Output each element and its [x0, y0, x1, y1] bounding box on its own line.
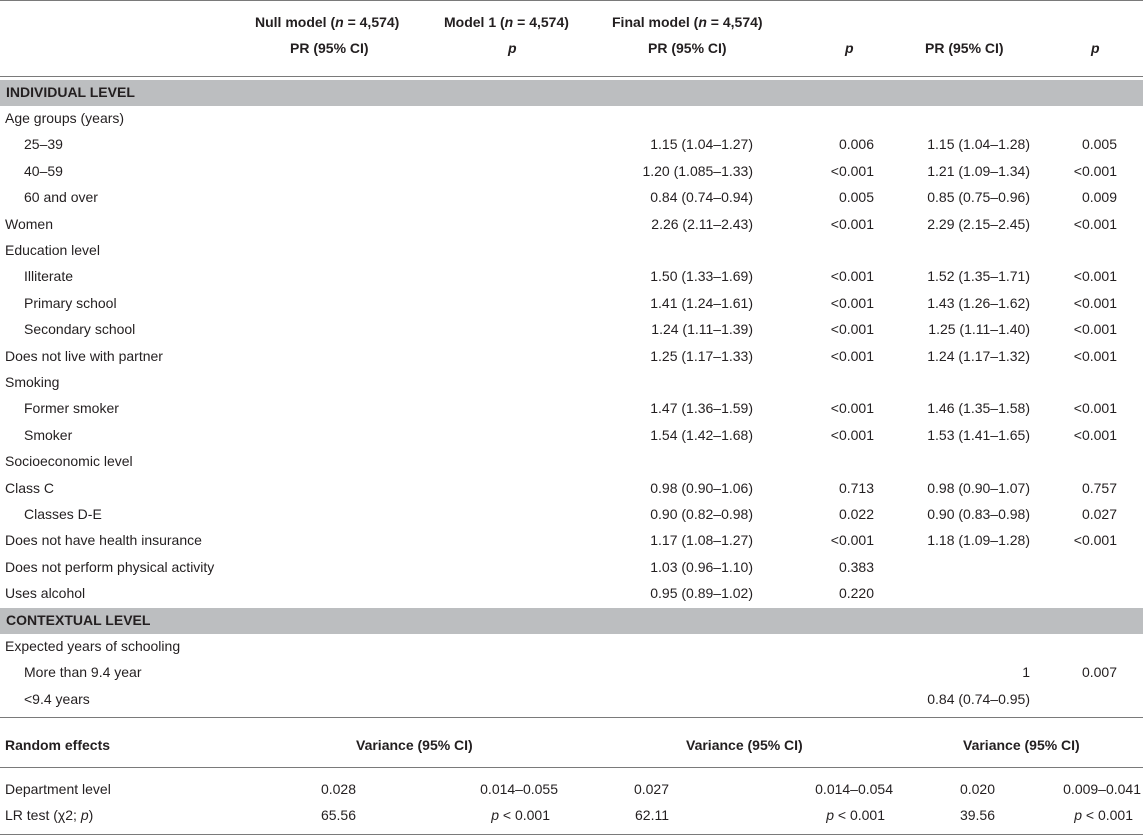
final-pr-ci: 1.18 (1.09–1.28)	[927, 532, 1030, 549]
final-p-value: 0.007	[1081, 664, 1117, 681]
model1-p-value: 0.220	[838, 585, 874, 602]
final-pr-ci: 0.98 (0.90–1.07)	[927, 479, 1030, 496]
final-pr-ci: 1	[1022, 664, 1030, 681]
lr-test-label: LR test (χ2; p)	[5, 807, 94, 823]
model1-p-value: <0.001	[830, 215, 874, 232]
lr-test-v2: 62.11	[635, 807, 669, 823]
model1-p-value: 0.005	[838, 189, 874, 206]
final-p-value: <0.001	[1073, 400, 1117, 417]
model1-p-value: 0.006	[838, 136, 874, 153]
model1-p-value: <0.001	[830, 532, 874, 549]
table-row	[0, 687, 1143, 713]
section-contextual-level	[0, 608, 1143, 634]
contextual-end-rule	[0, 717, 1143, 718]
final-pr-ci: 1.46 (1.35–1.58)	[927, 400, 1030, 417]
section-contextual-label: CONTEXTUAL LEVEL	[6, 612, 151, 628]
model1-p-value: <0.001	[830, 426, 874, 443]
row-label: Primary school	[24, 294, 117, 311]
final-p-value: 0.005	[1081, 136, 1117, 153]
table-row	[0, 555, 1143, 581]
model1-pr-ci: 1.24 (1.11–1.39)	[651, 321, 753, 338]
row-label: 40–59	[24, 162, 63, 179]
row-label: Former smoker	[24, 400, 119, 417]
department-v3: 0.020	[959, 781, 995, 797]
table-row	[0, 476, 1143, 502]
model1-p-value: <0.001	[830, 294, 874, 311]
lr-test-v3: 39.56	[959, 807, 995, 823]
header-p-2: p	[845, 40, 854, 56]
final-pr-ci: 1.43 (1.26–1.62)	[927, 294, 1030, 311]
row-label: Age groups (years)	[5, 110, 125, 126]
variance-header-3: Variance (95% CI)	[963, 737, 1080, 753]
model1-pr-ci: 1.15 (1.04–1.27)	[650, 136, 753, 153]
header-p-3: p	[1091, 40, 1100, 56]
model1-p-value: 0.022	[838, 506, 874, 522]
row-label: Expected years of schooling	[5, 638, 181, 654]
lr-test-p3: p < 0.001	[1074, 807, 1133, 823]
department-ci3: 0.009–0.041	[1063, 781, 1141, 797]
header-rule	[0, 76, 1143, 77]
row-label: More than 9.4 year	[24, 664, 142, 681]
final-p-value: 0.757	[1081, 479, 1117, 496]
row-label: Smoker	[24, 426, 73, 443]
department-v2: 0.027	[633, 781, 669, 797]
row-label: Illiterate	[24, 268, 74, 285]
header-pr-ci-2: PR (95% CI)	[648, 40, 727, 56]
final-pr-ci: 1.21 (1.09–1.34)	[927, 162, 1030, 179]
lr-test-v1: 65.56	[320, 807, 356, 823]
header-null-model: Null model (n = 4,574)	[255, 14, 400, 30]
random-effects-title: Random effects	[5, 737, 111, 753]
random-effects-rule	[0, 767, 1143, 768]
model1-pr-ci: 0.90 (0.82–0.98)	[650, 506, 753, 522]
variance-header-2: Variance (95% CI)	[686, 737, 803, 753]
model1-pr-ci: 2.26 (2.11–2.43)	[651, 215, 753, 232]
row-label: Does not live with partner	[5, 347, 163, 364]
table-row	[0, 212, 1143, 238]
model1-pr-ci: 1.47 (1.36–1.59)	[650, 400, 753, 417]
model1-pr-ci: 1.20 (1.085–1.33)	[642, 162, 753, 179]
final-pr-ci: 1.24 (1.17–1.32)	[927, 347, 1030, 364]
row-label: Smoking	[5, 374, 60, 390]
table-row	[0, 423, 1143, 449]
model1-p-value: <0.001	[830, 400, 874, 417]
model1-p-value: 0.383	[838, 558, 874, 575]
department-ci2: 0.014–0.054	[815, 781, 893, 797]
section-individual-label: INDIVIDUAL LEVEL	[6, 84, 135, 100]
table-row	[0, 528, 1143, 554]
final-p-value: 0.027	[1081, 506, 1117, 522]
model1-p-value: <0.001	[830, 321, 874, 338]
model1-p-value: <0.001	[830, 347, 874, 364]
table-row	[0, 106, 1143, 132]
lr-test-p1: p < 0.001	[491, 807, 550, 823]
model1-pr-ci: 1.03 (0.96–1.10)	[650, 558, 753, 575]
section-individual-level	[0, 80, 1143, 106]
model1-pr-ci: 1.50 (1.33–1.69)	[650, 268, 753, 285]
final-p-value: <0.001	[1073, 268, 1117, 285]
table-row	[0, 449, 1143, 475]
row-label: Uses alcohol	[5, 585, 86, 602]
final-pr-ci: 1.52 (1.35–1.71)	[927, 268, 1030, 285]
table-row	[0, 185, 1143, 211]
final-pr-ci: 0.90 (0.83–0.98)	[927, 506, 1030, 522]
table-row	[0, 132, 1143, 158]
row-label: 60 and over	[24, 189, 98, 206]
final-pr-ci: 0.85 (0.75–0.96)	[927, 189, 1030, 206]
variance-header-1: Variance (95% CI)	[356, 737, 473, 753]
model1-p-value: 0.713	[838, 479, 874, 496]
top-rule	[0, 0, 1143, 1]
table-row	[0, 660, 1143, 686]
table-row	[0, 502, 1143, 528]
model1-pr-ci: 0.98 (0.90–1.06)	[650, 479, 753, 496]
model1-pr-ci: 1.25 (1.17–1.33)	[650, 347, 753, 364]
header-pr-ci-1: PR (95% CI)	[290, 40, 369, 56]
table-row	[0, 370, 1143, 396]
table-row	[0, 317, 1143, 343]
table-row	[0, 291, 1143, 317]
model1-pr-ci: 1.17 (1.08–1.27)	[650, 532, 753, 549]
final-p-value: <0.001	[1073, 532, 1117, 549]
department-v1: 0.028	[320, 781, 356, 797]
final-pr-ci: 1.25 (1.11–1.40)	[928, 321, 1030, 338]
department-level-label: Department level	[5, 781, 111, 797]
department-ci1: 0.014–0.055	[480, 781, 558, 797]
model1-p-value: <0.001	[830, 268, 874, 285]
final-p-value: <0.001	[1073, 321, 1117, 338]
row-label: Education level	[5, 242, 100, 258]
table-row	[0, 396, 1143, 422]
model1-pr-ci: 1.54 (1.42–1.68)	[650, 426, 753, 443]
row-label: Does not have health insurance	[5, 532, 202, 549]
final-pr-ci: 1.53 (1.41–1.65)	[927, 426, 1030, 443]
final-p-value: <0.001	[1073, 347, 1117, 364]
final-p-value: <0.001	[1073, 294, 1117, 311]
header-final-model: Final model (n = 4,574)	[612, 14, 763, 30]
table-row	[0, 634, 1143, 660]
header-model1: Model 1 (n = 4,574)	[444, 14, 569, 30]
row-label: Classes D-E	[24, 506, 102, 522]
final-p-value: <0.001	[1073, 215, 1117, 232]
row-label: Women	[5, 215, 53, 232]
header-p-1: p	[508, 40, 517, 56]
row-label: Does not perform physical activity	[5, 558, 215, 575]
model1-pr-ci: 1.41 (1.24–1.61)	[650, 294, 753, 311]
final-pr-ci: 1.15 (1.04–1.28)	[927, 136, 1030, 153]
row-label: Class C	[5, 479, 55, 496]
table-row	[0, 238, 1143, 264]
table-row	[0, 159, 1143, 185]
table-row	[0, 344, 1143, 370]
final-p-value: <0.001	[1073, 162, 1117, 179]
final-pr-ci: 0.84 (0.74–0.95)	[927, 690, 1030, 707]
bottom-rule	[0, 834, 1143, 835]
model1-pr-ci: 0.95 (0.89–1.02)	[650, 585, 753, 602]
lr-test-p2: p < 0.001	[826, 807, 885, 823]
header-pr-ci-3: PR (95% CI)	[925, 40, 1004, 56]
model1-pr-ci: 0.84 (0.74–0.94)	[650, 189, 753, 206]
final-p-value: 0.009	[1081, 189, 1117, 206]
model1-p-value: <0.001	[830, 162, 874, 179]
final-pr-ci: 2.29 (2.15–2.45)	[927, 215, 1030, 232]
row-label: Socioeconomic level	[5, 453, 133, 470]
final-p-value: <0.001	[1073, 426, 1117, 443]
table-row	[0, 581, 1143, 607]
row-label: 25–39	[24, 136, 63, 153]
table-row	[0, 264, 1143, 290]
row-label: <9.4 years	[24, 690, 90, 707]
row-label: Secondary school	[24, 321, 136, 338]
